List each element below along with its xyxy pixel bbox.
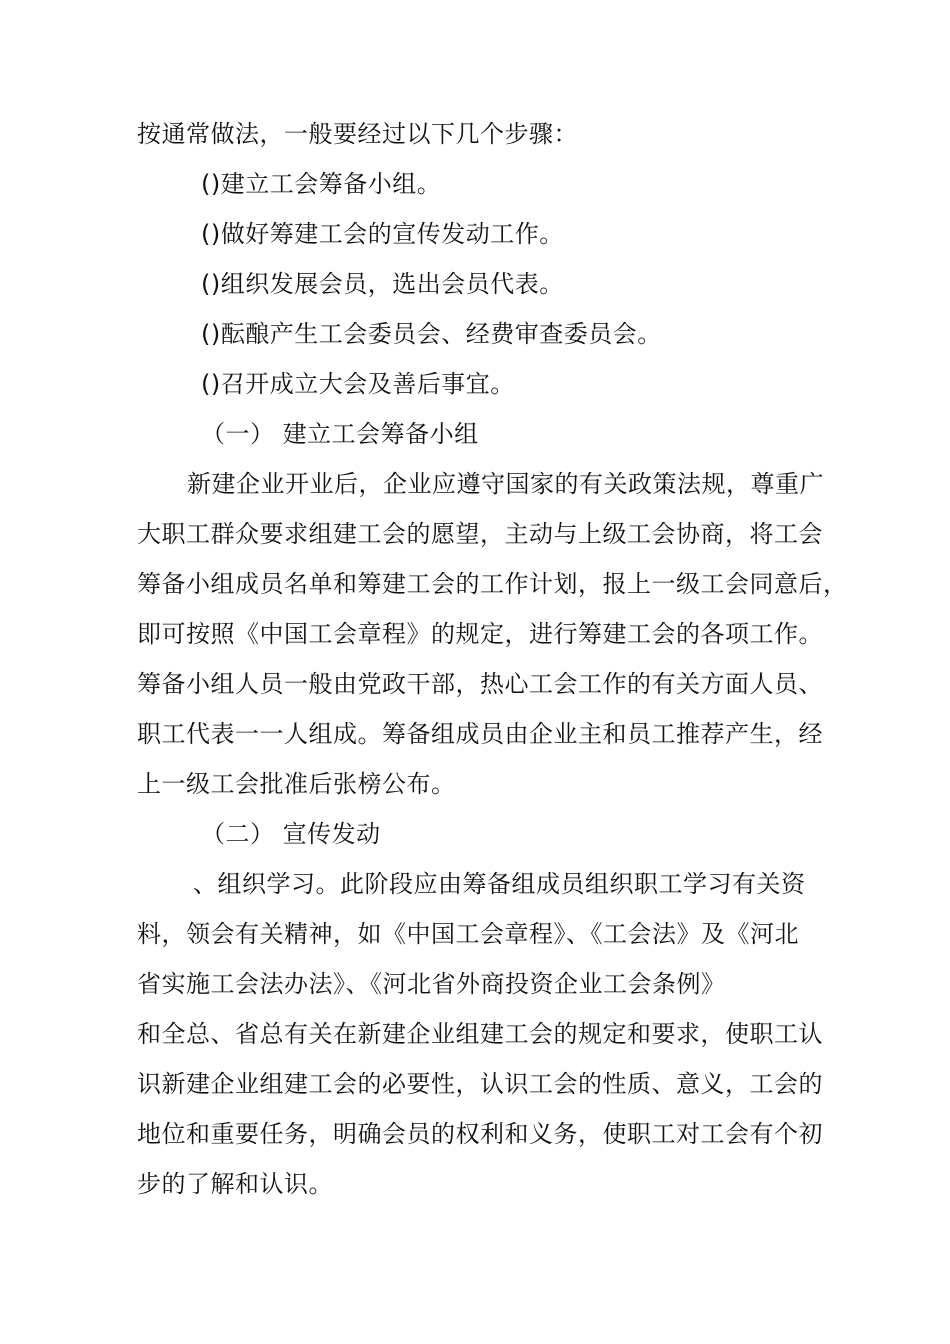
- step-item: ()建立工会筹备小组。: [201, 170, 442, 198]
- body-line: 料，领会有关精神，如《中国工会章程》、《工会法》及《河北: [137, 920, 799, 948]
- section-heading: （一） 建立工会筹备小组: [201, 420, 479, 448]
- body-line: 即可按照《中国工会章程》的规定，进行筹建工会的各项工作。: [137, 620, 823, 648]
- body-line: 和全总、省总有关在新建企业组建工会的规定和要求，使职工认: [137, 1020, 823, 1048]
- body-line: 新建企业开业后，企业应遵守国家的有关政策法规，尊重广: [187, 470, 824, 498]
- section-heading: （二） 宣传发动: [201, 820, 381, 848]
- body-line: 识新建企业组建工会的必要性，认识工会的性质、意义，工会的: [137, 1070, 823, 1098]
- step-item: ()组织发展会员，选出会员代表。: [201, 270, 564, 298]
- step-item: ()做好筹建工会的宣传发动工作。: [201, 220, 564, 248]
- body-line: 地位和重要任务，明确会员的权利和义务，使职工对工会有个初: [137, 1120, 823, 1148]
- body-line: 筹备小组人员一般由党政干部，热心工会工作的有关方面人员、: [137, 670, 823, 698]
- intro-paragraph: 按通常做法，一般要经过以下几个步骤：: [137, 120, 578, 148]
- body-line: 筹备小组成员名单和筹建工会的工作计划，报上一级工会同意后，: [137, 570, 848, 598]
- body-line: 大职工群众要求组建工会的愿望，主动与上级工会协商，将工会: [137, 520, 823, 548]
- body-line: 省实施工会法办法》、《河北省外商投资企业工会条例》: [137, 970, 726, 998]
- body-line: 职工代表一一人组成。筹备组成员由企业主和员工推荐产生，经: [137, 720, 823, 748]
- body-line: 、组织学习。此阶段应由筹备组成员组织职工学习有关资: [193, 870, 806, 898]
- body-line: 步的了解和认识。: [137, 1170, 333, 1198]
- step-item: ()召开成立大会及善后事宜。: [201, 370, 515, 398]
- body-line: 上一级工会批准后张榜公布。: [137, 770, 456, 798]
- step-item: ()酝酿产生工会委员会、经费审查委员会。: [201, 320, 662, 348]
